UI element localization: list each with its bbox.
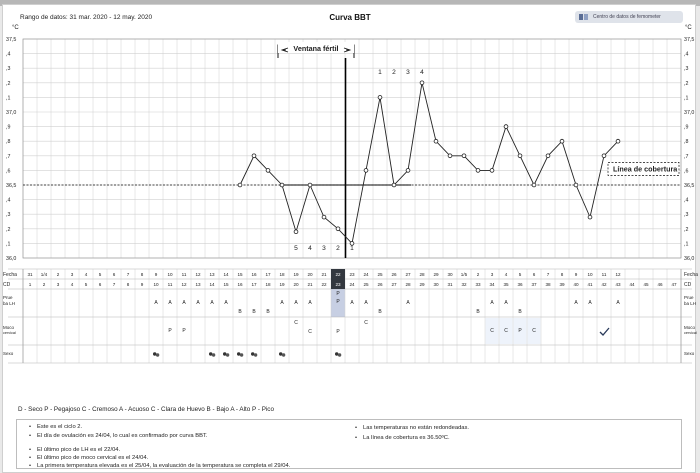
cd-cell: 39: [559, 282, 565, 287]
y-tick-label: 37,5: [6, 37, 17, 43]
cd-cell: 1: [28, 282, 32, 287]
y-tick-label: ,3: [6, 212, 11, 219]
date-cell: 9: [154, 272, 158, 277]
date-cell: 1/5: [460, 272, 468, 277]
temperature-point: [560, 139, 564, 143]
y-unit-right: °C: [685, 25, 692, 31]
date-cell: 8: [140, 272, 144, 277]
y-tick-label: ,9: [6, 124, 11, 131]
cd-cell: 42: [601, 282, 607, 287]
y-tick-label: ,6: [6, 168, 11, 175]
date-cell: 17: [265, 272, 271, 277]
temperature-point: [616, 139, 620, 143]
cd-cell: 47: [671, 282, 677, 287]
cd-cell: 29: [419, 282, 425, 287]
y-tick-label: ,3: [6, 66, 11, 73]
cd-cell: 23: [335, 282, 341, 287]
date-cell: 27: [405, 272, 411, 277]
intercourse-icon: [153, 352, 159, 356]
cd-cell: 13: [195, 282, 201, 287]
y-tick-label: ,4: [6, 197, 11, 204]
lh-cell: A: [308, 300, 312, 306]
date-cell: 28: [419, 272, 425, 277]
date-cell: 5: [518, 272, 522, 277]
y-tick-label: ,4: [684, 51, 689, 58]
lh-cell: A: [406, 300, 410, 306]
cd-cell: 16: [237, 282, 243, 287]
coverline-label: Línea de cobertura: [613, 164, 678, 174]
temperature-point: [588, 215, 592, 219]
intercourse-icon: [209, 352, 215, 356]
cd-cell: 41: [587, 282, 593, 287]
y-tick-label: ,3: [684, 66, 689, 73]
cd-cell: 6: [98, 282, 102, 287]
intercourse-dot: [335, 352, 338, 355]
lh-cell: A: [154, 300, 158, 306]
countdown-label: 2: [336, 245, 340, 252]
temperature-point: [392, 183, 396, 187]
fertility-center-label: Centro de datos de femometer: [593, 14, 661, 20]
cd-cell: 15: [223, 282, 229, 287]
y-tick-label: 36,5: [684, 183, 695, 189]
cd-cell: 30: [433, 282, 439, 287]
row-label-lh: Prue: [684, 295, 694, 300]
lh-cell: A: [616, 300, 620, 306]
y-tick-label: 37,5: [684, 37, 695, 43]
lh-cell: A: [182, 300, 186, 306]
cd-cell: 11: [167, 282, 173, 287]
temperature-point: [378, 96, 382, 100]
chart-title: Curva BBT: [329, 13, 371, 22]
checkmark-icon: [600, 328, 609, 335]
cd-cell: 17: [251, 282, 257, 287]
cd-cell: 18: [265, 282, 271, 287]
note-item: • La línea de cobertura es 36.50ºC.: [363, 435, 450, 441]
intercourse-dot: [254, 353, 257, 356]
date-cell: 14: [223, 272, 229, 277]
temperature-point: [308, 183, 312, 187]
date-cell: 26: [391, 272, 397, 277]
fertile-window-label: Ventana fértil: [293, 44, 339, 53]
cd-cell: 8: [126, 282, 130, 287]
cd-cell: 27: [391, 282, 397, 287]
intercourse-dot: [226, 353, 229, 356]
lh-cell: A: [574, 300, 578, 306]
row-label-lh: ba LH: [3, 301, 16, 306]
cd-cell: 38: [545, 282, 551, 287]
y-tick-label: 36,5: [6, 183, 17, 189]
countdown-label: 1: [350, 245, 354, 252]
intercourse-dot: [156, 353, 159, 356]
row-label-moco: Moco: [684, 325, 696, 330]
y-tick-label: 36,0: [6, 256, 17, 262]
lh-cell: A: [350, 300, 354, 306]
row-label-sexo: Sexo: [3, 351, 14, 356]
y-axis-right: [684, 37, 694, 262]
intercourse-dot: [212, 353, 215, 356]
cd-cell: 22: [321, 282, 327, 287]
lh-cell: A: [588, 300, 592, 306]
countup-label: 3: [406, 69, 410, 76]
intercourse-icon: [279, 352, 285, 356]
y-tick-label: 37,0: [6, 110, 17, 116]
row-label-lh: ba LH: [684, 301, 697, 306]
date-cell: 4: [84, 272, 88, 277]
cd-cell: 31: [447, 282, 453, 287]
y-tick-label: ,7: [6, 153, 11, 160]
y-tick-label: ,2: [684, 226, 689, 233]
date-cell: 3: [70, 272, 74, 277]
temperature-point: [238, 183, 242, 187]
intercourse-dot: [251, 352, 254, 355]
cd-cell: 40: [573, 282, 579, 287]
countdown-label: 4: [308, 245, 312, 252]
intercourse-icon: [251, 352, 257, 356]
lh-cell: A: [364, 300, 368, 306]
intercourse-icon: [237, 352, 243, 356]
date-cell: 16: [251, 272, 257, 277]
y-tick-label: ,1: [684, 241, 689, 248]
date-cell: 15: [237, 272, 243, 277]
moco-cell: C: [504, 328, 508, 334]
cd-cell: 12: [181, 282, 187, 287]
date-cell: 8: [560, 272, 564, 277]
countdown-label: 3: [322, 245, 326, 252]
moco-cell: C: [308, 329, 312, 335]
moco-cell: P: [168, 328, 172, 334]
mucus-legend: D - Seco P - Pegajoso C - Cremoso A - Acuoso C - Clara de Huevo B - Bajo A - Alto P - Pico: [18, 406, 274, 413]
date-cell: 10: [167, 272, 173, 277]
cd-cell: 20: [293, 282, 299, 287]
y-tick-label: ,8: [6, 139, 11, 146]
intercourse-dot: [240, 353, 243, 356]
temperature-point: [350, 242, 354, 246]
lh-cell: A: [280, 300, 284, 306]
row-label-fecha: Fecha: [684, 272, 698, 278]
temperature-point: [476, 169, 480, 173]
y-tick-label: ,4: [6, 51, 11, 58]
date-cell: 4: [504, 272, 508, 277]
y-axis-unit-left: [12, 25, 19, 31]
row-label-moco: cervical: [3, 331, 16, 335]
temperature-point: [434, 139, 438, 143]
temperature-point: [546, 154, 550, 158]
temperature-point: [406, 169, 410, 173]
cycle-table: [3, 269, 698, 357]
cd-cell: 4: [70, 282, 74, 287]
lh-cell: B: [252, 309, 256, 315]
countup-label: 2: [392, 69, 396, 76]
cd-cell: 24: [349, 282, 355, 287]
cd-cell: 28: [405, 282, 411, 287]
intercourse-dot: [279, 352, 282, 355]
moco-cell: C: [364, 320, 368, 326]
countup-label: 4: [420, 69, 424, 76]
temperature-point: [532, 183, 536, 187]
lh-cell: P: [336, 291, 340, 297]
countup-label: 1: [378, 69, 382, 76]
moco-cell: C: [294, 320, 298, 326]
y-tick-label: ,1: [684, 95, 689, 102]
chart-annotations: [23, 42, 681, 258]
cd-cell: 44: [629, 282, 635, 287]
cd-cell: 7: [112, 282, 116, 287]
cd-cell: 5: [84, 282, 88, 287]
cd-cell: 32: [461, 282, 467, 287]
y-tick-label: ,6: [684, 168, 689, 175]
plot-frame: [23, 39, 681, 258]
intercourse-icon: [335, 352, 341, 356]
lh-cell: B: [518, 309, 522, 315]
cd-cell: 37: [531, 282, 537, 287]
temperature-point: [322, 215, 326, 219]
countdown-label: 5: [294, 245, 298, 252]
intercourse-dot: [209, 352, 212, 355]
y-tick-label: ,4: [684, 197, 689, 204]
y-tick-label: 36,0: [684, 256, 695, 262]
lh-cell: P: [336, 299, 340, 305]
temperature-point: [602, 154, 606, 158]
date-cell: 2: [476, 272, 480, 277]
date-cell: 7: [126, 272, 130, 277]
intercourse-dot: [223, 352, 226, 355]
lh-cell: B: [476, 309, 480, 315]
date-cell: 29: [433, 272, 439, 277]
y-tick-label: ,1: [6, 95, 11, 102]
lh-cell: A: [294, 300, 298, 306]
date-range-label: Rango de datos: 31 mar. 2020 - 12 may. 2020: [20, 14, 153, 21]
y-tick-label: ,9: [684, 124, 689, 131]
date-cell: 24: [363, 272, 369, 277]
date-cell: 2: [56, 272, 60, 277]
temperature-point: [420, 81, 424, 85]
cd-cell: 25: [363, 282, 369, 287]
intercourse-dot: [237, 352, 240, 355]
date-cell: 3: [490, 272, 494, 277]
date-cell: 19: [293, 272, 299, 277]
temperature-point: [574, 183, 578, 187]
date-cell: 6: [532, 272, 536, 277]
date-cell: 9: [574, 272, 578, 277]
lh-cell: A: [504, 300, 508, 306]
lh-cell: A: [490, 300, 494, 306]
temperature-point: [462, 154, 466, 158]
intercourse-dot: [282, 353, 285, 356]
date-cell: 31: [27, 272, 33, 277]
cd-cell: 3: [56, 282, 60, 287]
date-cell: 30: [447, 272, 453, 277]
y-tick-label: 37,0: [684, 110, 695, 116]
y-tick-label: ,2: [6, 80, 11, 87]
note-item: • Este es el ciclo 2.: [37, 424, 82, 430]
cd-cell: 43: [615, 282, 621, 287]
lh-cell: B: [266, 309, 270, 315]
date-cell: 12: [195, 272, 201, 277]
temperature-point: [294, 230, 298, 234]
row-label-fecha: Fecha: [3, 272, 17, 278]
moco-cell: P: [336, 329, 340, 335]
y-tick-label: ,1: [6, 241, 11, 248]
cycle-notes-box: [16, 419, 682, 469]
cd-cell: 19: [279, 282, 285, 287]
date-cell: 5: [98, 272, 102, 277]
lh-cell: B: [238, 309, 242, 315]
date-cell: 11: [181, 272, 187, 277]
note-item: • El día de ovulación es 24/04, lo cual es confirmado por curva BBT.: [37, 433, 207, 439]
date-cell: 20: [307, 272, 313, 277]
temperature-point: [364, 169, 368, 173]
row-label-cd: CD: [684, 282, 692, 288]
temperature-point: [336, 227, 340, 231]
y-axis-left: [6, 37, 16, 262]
cd-cell: 45: [643, 282, 649, 287]
cd-cell: 9: [140, 282, 144, 287]
cd-cell: 21: [307, 282, 313, 287]
date-cell: 10: [587, 272, 593, 277]
date-cell: 7: [546, 272, 550, 277]
row-label-sexo: Sexo: [684, 351, 695, 356]
cd-cell: 34: [489, 282, 495, 287]
date-cell: 6: [112, 272, 116, 277]
row-label-lh: Prue: [3, 295, 13, 300]
temperature-point: [280, 183, 284, 187]
note-item: • La primera temperatura elevada es el 25/04, la evaluación de la temperatura se completa el 29/04.: [37, 463, 290, 469]
y-tick-label: ,2: [684, 80, 689, 87]
date-cell: 23: [349, 272, 355, 277]
note-item: • Las temperaturas no están redondeadas.: [363, 425, 469, 431]
y-tick-label: ,2: [6, 226, 11, 233]
note-item: • El último pico de LH es el 22/04.: [37, 447, 120, 453]
y-tick-label: ,3: [684, 212, 689, 219]
cd-cell: 36: [517, 282, 523, 287]
temperature-point: [252, 154, 256, 158]
lh-cell: A: [224, 300, 228, 306]
temperature-point: [266, 169, 270, 173]
y-axis-unit-right: [685, 25, 692, 31]
lh-cell: A: [168, 300, 172, 306]
row-label-cd: CD: [3, 282, 11, 288]
lh-cell: A: [196, 300, 200, 306]
temperature-point: [490, 169, 494, 173]
intercourse-dot: [153, 352, 156, 355]
y-tick-label: ,7: [684, 153, 689, 160]
date-cell: 18: [279, 272, 285, 277]
date-cell: 1/4: [40, 272, 48, 277]
cd-cell: 46: [657, 282, 663, 287]
cd-cell: 2: [42, 282, 46, 287]
lh-cell: B: [378, 309, 382, 315]
date-cell: 22: [335, 272, 341, 277]
lh-cell: A: [210, 300, 214, 306]
date-cell: 12: [615, 272, 621, 277]
cd-cell: 26: [377, 282, 383, 287]
intercourse-icon: [223, 352, 229, 356]
moco-cell: P: [518, 328, 522, 334]
row-label-moco: cervical: [684, 331, 697, 335]
y-tick-label: ,8: [684, 139, 689, 146]
date-cell: 13: [209, 272, 215, 277]
note-item: • El último pico de moco cervical es el 24/04.: [37, 455, 148, 461]
moco-cell: C: [532, 328, 536, 334]
cd-cell: 14: [209, 282, 215, 287]
cd-cell: 33: [475, 282, 481, 287]
moco-cell: C: [490, 328, 494, 334]
row-label-moco: Moco: [3, 325, 15, 330]
temperature-point: [448, 154, 452, 158]
date-cell: 21: [321, 272, 327, 277]
cd-cell: 10: [153, 282, 159, 287]
cd-cell: 35: [503, 282, 509, 287]
date-cell: 25: [377, 272, 383, 277]
date-cell: 11: [601, 272, 607, 277]
moco-cell: P: [182, 328, 186, 334]
intercourse-dot: [338, 353, 341, 356]
temperature-point: [504, 125, 508, 129]
temperature-point: [518, 154, 522, 158]
y-unit-left: °C: [12, 25, 19, 31]
